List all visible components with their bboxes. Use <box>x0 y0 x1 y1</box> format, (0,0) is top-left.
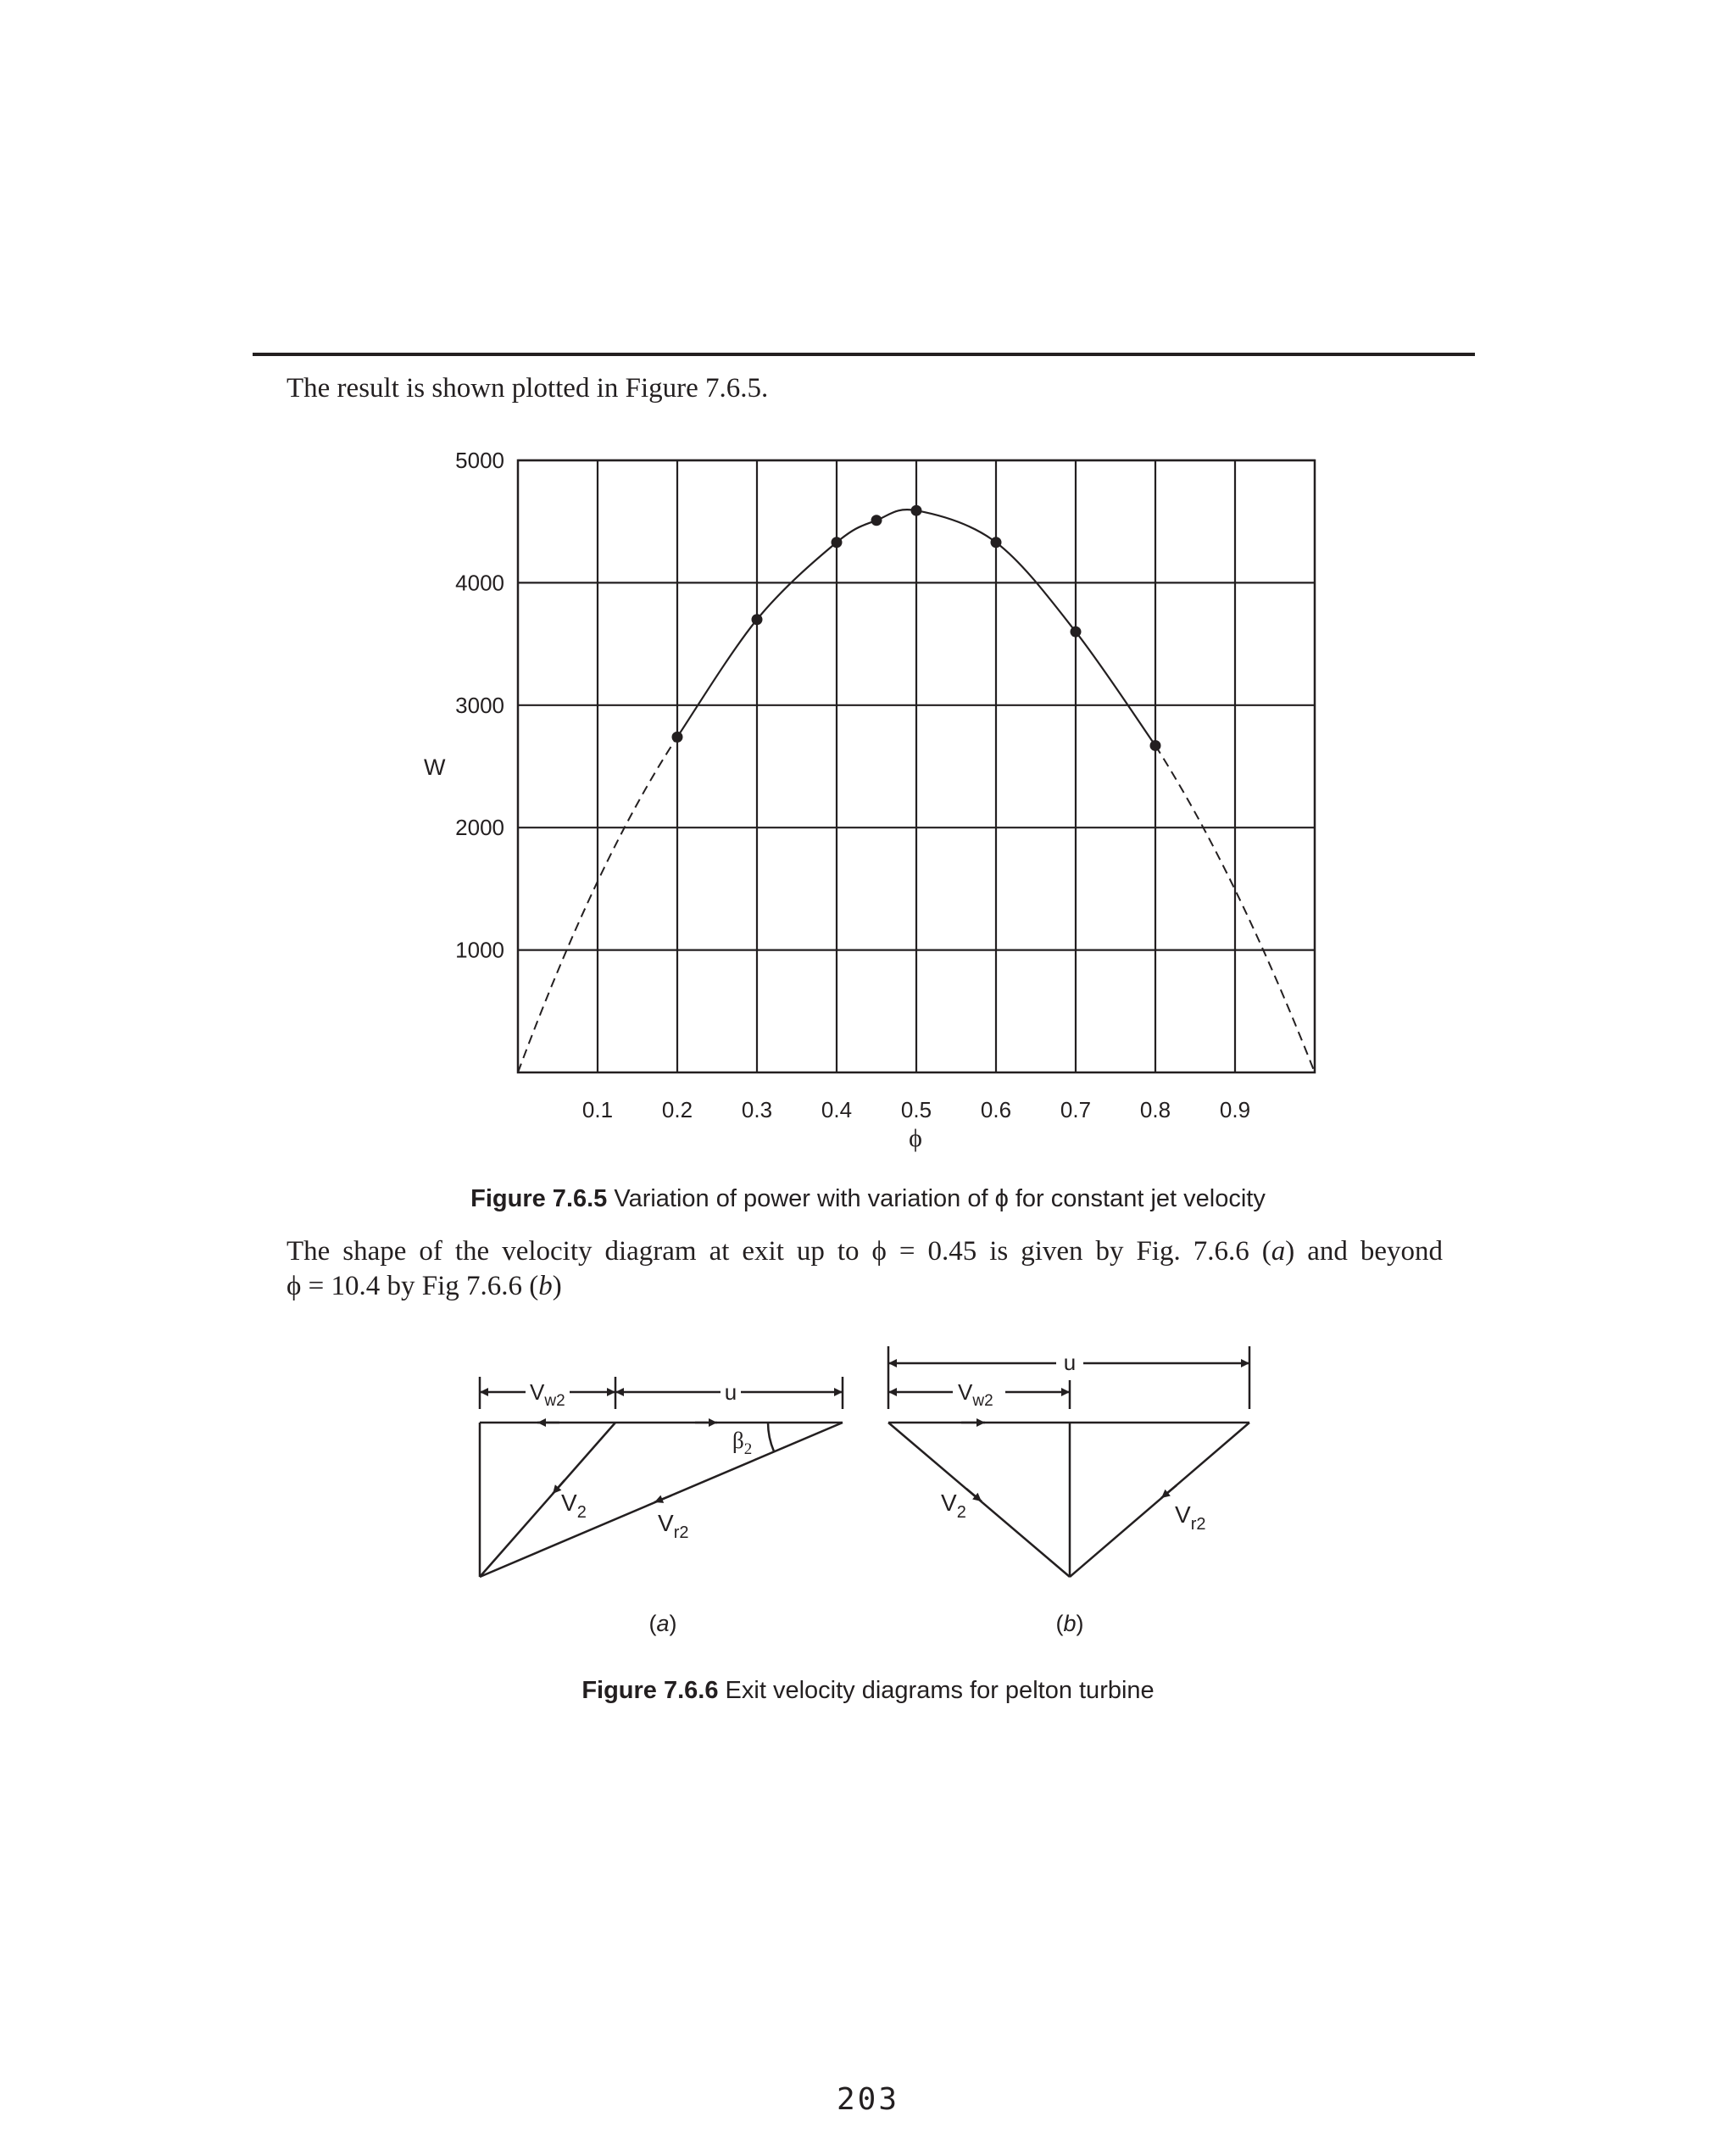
vr2-direction-arrow <box>654 1495 671 1502</box>
y-tick-label: 2000 <box>455 815 504 841</box>
figure-number: Figure 7.6.6 <box>581 1677 719 1704</box>
y-tick-label: 3000 <box>455 692 504 718</box>
u-label: u <box>1063 1350 1077 1375</box>
vr2-direction-arrow <box>1161 1485 1177 1498</box>
y-axis-label: W <box>424 755 446 780</box>
page-number: 203 <box>836 2082 900 2117</box>
u-label: u <box>724 1379 737 1405</box>
vr2-vector-line <box>1070 1423 1249 1577</box>
v2-label: $V_2$ <box>561 1490 587 1522</box>
diagram-a-label: (a) <box>648 1611 677 1636</box>
diagram-b-label: (b) <box>1055 1611 1084 1636</box>
vw2-label: $V_{w2}$ <box>958 1379 993 1410</box>
paragraph-text: ϕ = 10.4 by Fig 7.6.6 ( <box>287 1271 539 1301</box>
y-tick-label: 4000 <box>455 570 504 596</box>
vr2-label: $V_{r2}$ <box>658 1510 689 1542</box>
x-tick-label: 0.9 <box>1219 1097 1251 1122</box>
paragraph-text: ) <box>552 1271 562 1301</box>
figure-number: Figure 7.6.5 <box>470 1185 608 1212</box>
vr2-label: $V_{r2}$ <box>1175 1501 1206 1534</box>
x-tick-label: 0.6 <box>980 1097 1012 1122</box>
y-tick-label: 5000 <box>455 448 504 473</box>
v2-direction-arrow <box>966 1489 982 1501</box>
diagram-b <box>888 1346 1249 1577</box>
v2-label: $V_2$ <box>941 1490 966 1522</box>
x-tick-label: 0.7 <box>1060 1097 1092 1122</box>
x-tick-label: 0.8 <box>1139 1097 1171 1122</box>
beta2-arc <box>768 1423 774 1451</box>
vw2-label: $V_{w2}$ <box>530 1379 565 1410</box>
paragraph-text: ) and beyond <box>1285 1236 1443 1267</box>
figure-ref: a <box>1271 1236 1286 1267</box>
figure-7-6-6-caption <box>0 1677 1736 1705</box>
intro-text: The result is shown plotted in Figure 7.6.5. <box>287 373 769 404</box>
figure-caption-text: Variation of power with variation of ϕ for constant jet velocity <box>614 1185 1266 1212</box>
diagram-a <box>480 1377 843 1577</box>
x-tick-label: 0.3 <box>741 1097 773 1122</box>
y-tick-label: 1000 <box>455 937 504 963</box>
figure-ref: b <box>538 1271 553 1301</box>
x-tick-label: 0.1 <box>581 1097 614 1122</box>
x-tick-label: 0.2 <box>661 1097 693 1122</box>
x-tick-label: 0.4 <box>821 1097 853 1122</box>
x-axis-label: ϕ <box>909 1124 922 1152</box>
beta2-label: $\beta_2$ <box>732 1428 753 1458</box>
paragraph-text: The shape of the velocity diagram at exit up to ϕ = 0.45 is given by Fig. 7.6.6 ( <box>287 1236 1271 1267</box>
v2-vector-line <box>480 1423 615 1577</box>
figure-caption-text: Exit velocity diagrams for pelton turbine <box>725 1677 1155 1704</box>
x-tick-label: 0.5 <box>900 1097 932 1122</box>
